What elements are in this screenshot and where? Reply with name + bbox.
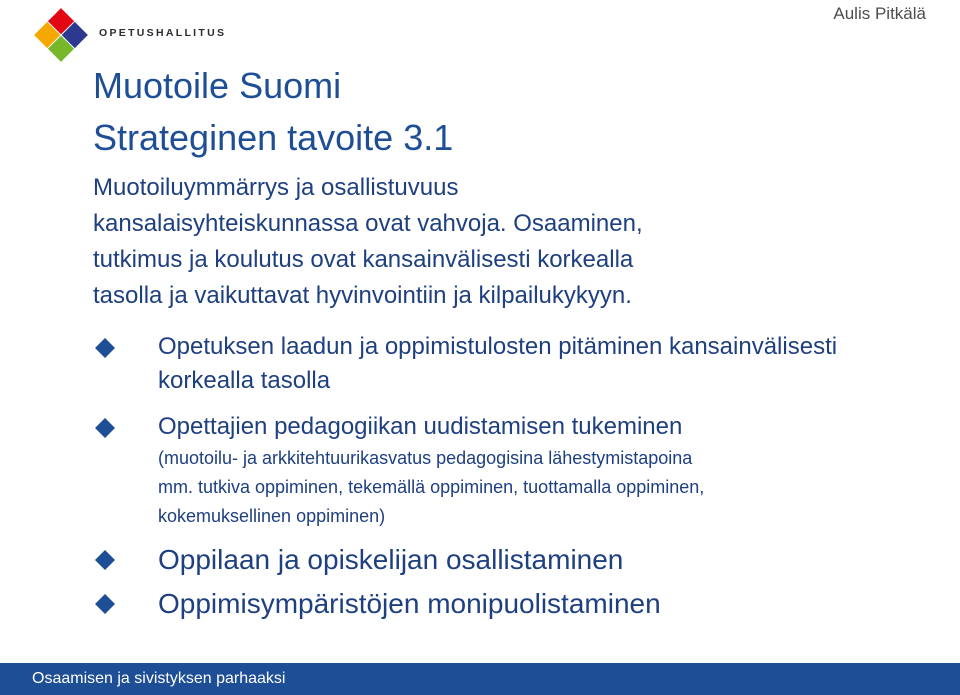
diamond-bullet-icon: [95, 418, 115, 438]
diamond-bullet-icon: [95, 338, 115, 358]
title-line: Muotoile Suomi: [93, 65, 342, 106]
intro-line: Muotoiluymmärrys ja osallistuvuus: [93, 174, 459, 201]
intro-line: tutkimus ja koulutus ovat kansainvälisesti korkealla: [93, 246, 634, 273]
bullet-list: [93, 330, 933, 625]
bullet-item: [93, 410, 933, 531]
bullet-item: [93, 539, 933, 581]
bullet-detail-line: mm. tutkiva oppiminen, tekemällä oppiminen, tuottamalla oppiminen,: [158, 477, 705, 497]
intro-line: kansalaisyhteiskunnassa ovat vahvoja. Osaaminen,: [93, 210, 643, 237]
bullet-text: Oppilaan ja opiskelijan osallistaminen: [158, 544, 624, 575]
author-name: Aulis Pitkälä: [833, 4, 926, 23]
diamond-bullet-icon: [95, 594, 115, 614]
intro-line: tasolla ja vaikuttavat hyvinvointiin ja kilpailukykyyn.: [93, 282, 632, 309]
bullet-text: Opetuksen laadun ja oppimistulosten pitäminen kansainvälisesti korkealla tasolla: [158, 333, 838, 394]
slide-title: [93, 60, 453, 164]
opetushallitus-logo-icon: [30, 4, 92, 66]
diamond-bullet-icon: [95, 550, 115, 570]
bullet-item: [93, 330, 933, 398]
footer-text: Osaamisen ja sivistyksen parhaaksi: [32, 670, 286, 687]
footer-bar: [0, 663, 960, 695]
bullet-detail-line: kokemuksellinen oppiminen): [158, 506, 386, 526]
bullet-item: [93, 583, 933, 625]
bullet-detail-line: (muotoilu- ja arkkitehtuurikasvatus pedagogisina lähestymistapoina: [158, 448, 693, 468]
bullet-text: Oppimisympäristöjen monipuolistaminen: [158, 588, 661, 619]
bullet-text: Opettajien pedagogiikan uudistamisen tukeminen: [158, 413, 683, 440]
brand-name: OPETUSHALLITUS: [99, 27, 227, 39]
intro-text: [93, 170, 933, 314]
title-line: Strateginen tavoite 3.1: [93, 117, 454, 158]
